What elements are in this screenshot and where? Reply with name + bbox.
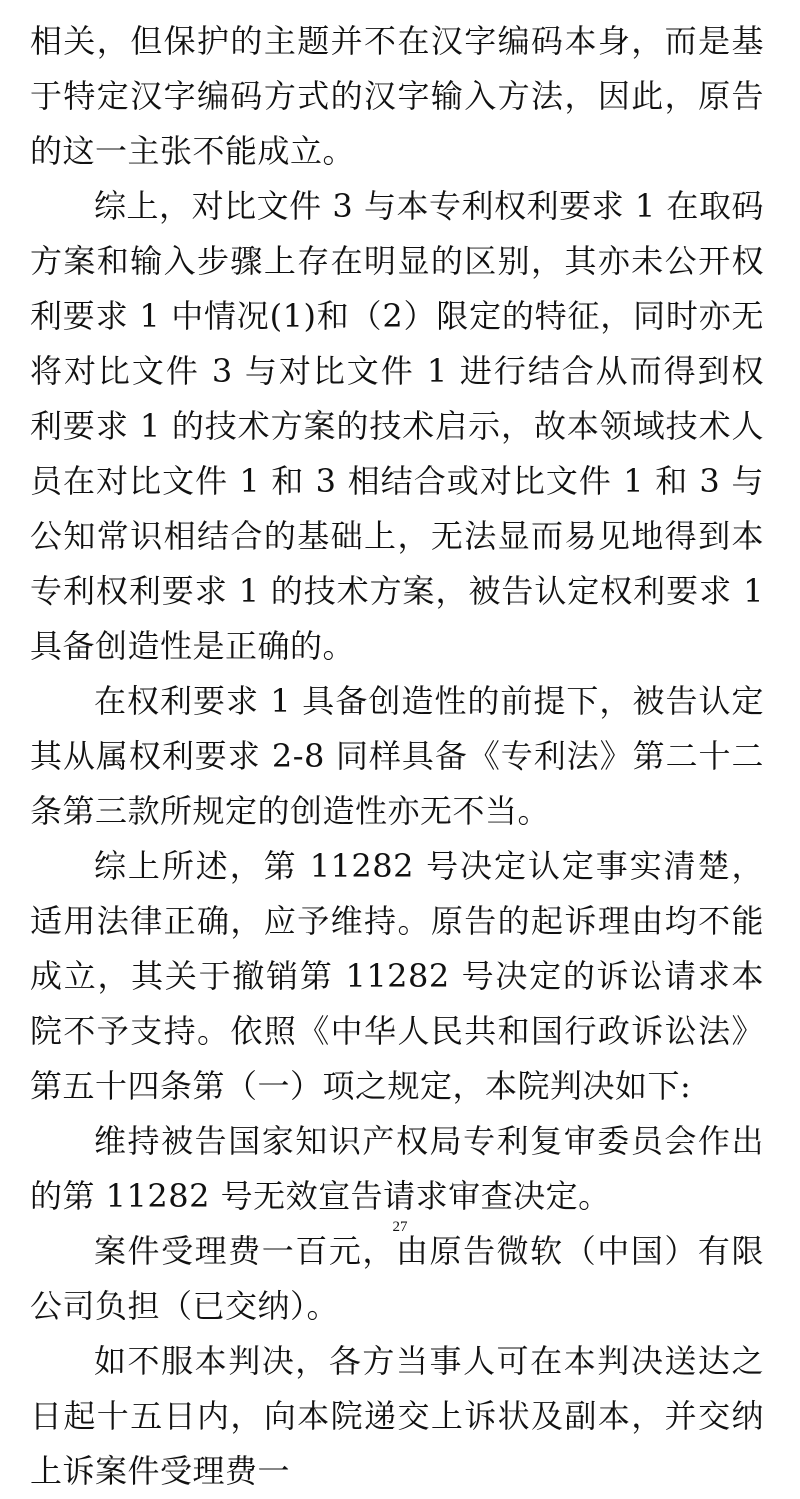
paragraph-comparison-conclusion: 综上，对比文件 3 与本专利权利要求 1 在取码方案和输入步骤上存在明显的区别，其亦未公开权利要求 1 中情况(1)和（2）限定的特征，同时亦无将对比文件 3 与对比文件 1 进行结合从而得到权利要求 1 的技术方案的技术启示，故本领域技术人员在对比文件 1 和 3 相结合或对比文件 1 和 3 与公知常识相结合的基础上，无法显而易见地得到本专利权利要求 1 的技术方案，被告认定权利要求 1 具备创造性是正确的。: [30, 187, 764, 665]
paragraph-fee: 案件受理费一百元，由原告微软（中国）有限公司负担（已交纳）。: [30, 1232, 764, 1325]
paragraph-summary: 综上所述，第 11282 号决定认定事实清楚，适用法律正确，应予维持。原告的起诉理由均不能成立，其关于撤销第 11282 号决定的诉讼请求本院不予支持。依照《中华人民共和国行政诉讼法》第五十四条第（一）项之规定，本院判决如下:: [30, 847, 764, 1105]
paragraph-dependent-claims: 在权利要求 1 具备创造性的前提下，被告认定其从属权利要求 2-8 同样具备《专利法》第二十二条第三款所规定的创造性亦无不当。: [30, 682, 764, 830]
paragraph-continuation: 相关，但保护的主题并不在汉字编码本身，而是基于特定汉字编码方式的汉字输入方法，因此，原告的这一主张不能成立。: [30, 22, 764, 170]
paragraph-appeal-notice: 如不服本判决，各方当事人可在本判决送达之日起十五日内，向本院递交上诉状及副本，并交纳上诉案件受理费一: [30, 1342, 764, 1490]
page-number: 27: [392, 1219, 408, 1235]
paragraph-judgment: 维持被告国家知识产权局专利复审委员会作出的第 11282 号无效宣告请求审查决定。: [30, 1122, 764, 1215]
document-body: [30, 14, 764, 1499]
